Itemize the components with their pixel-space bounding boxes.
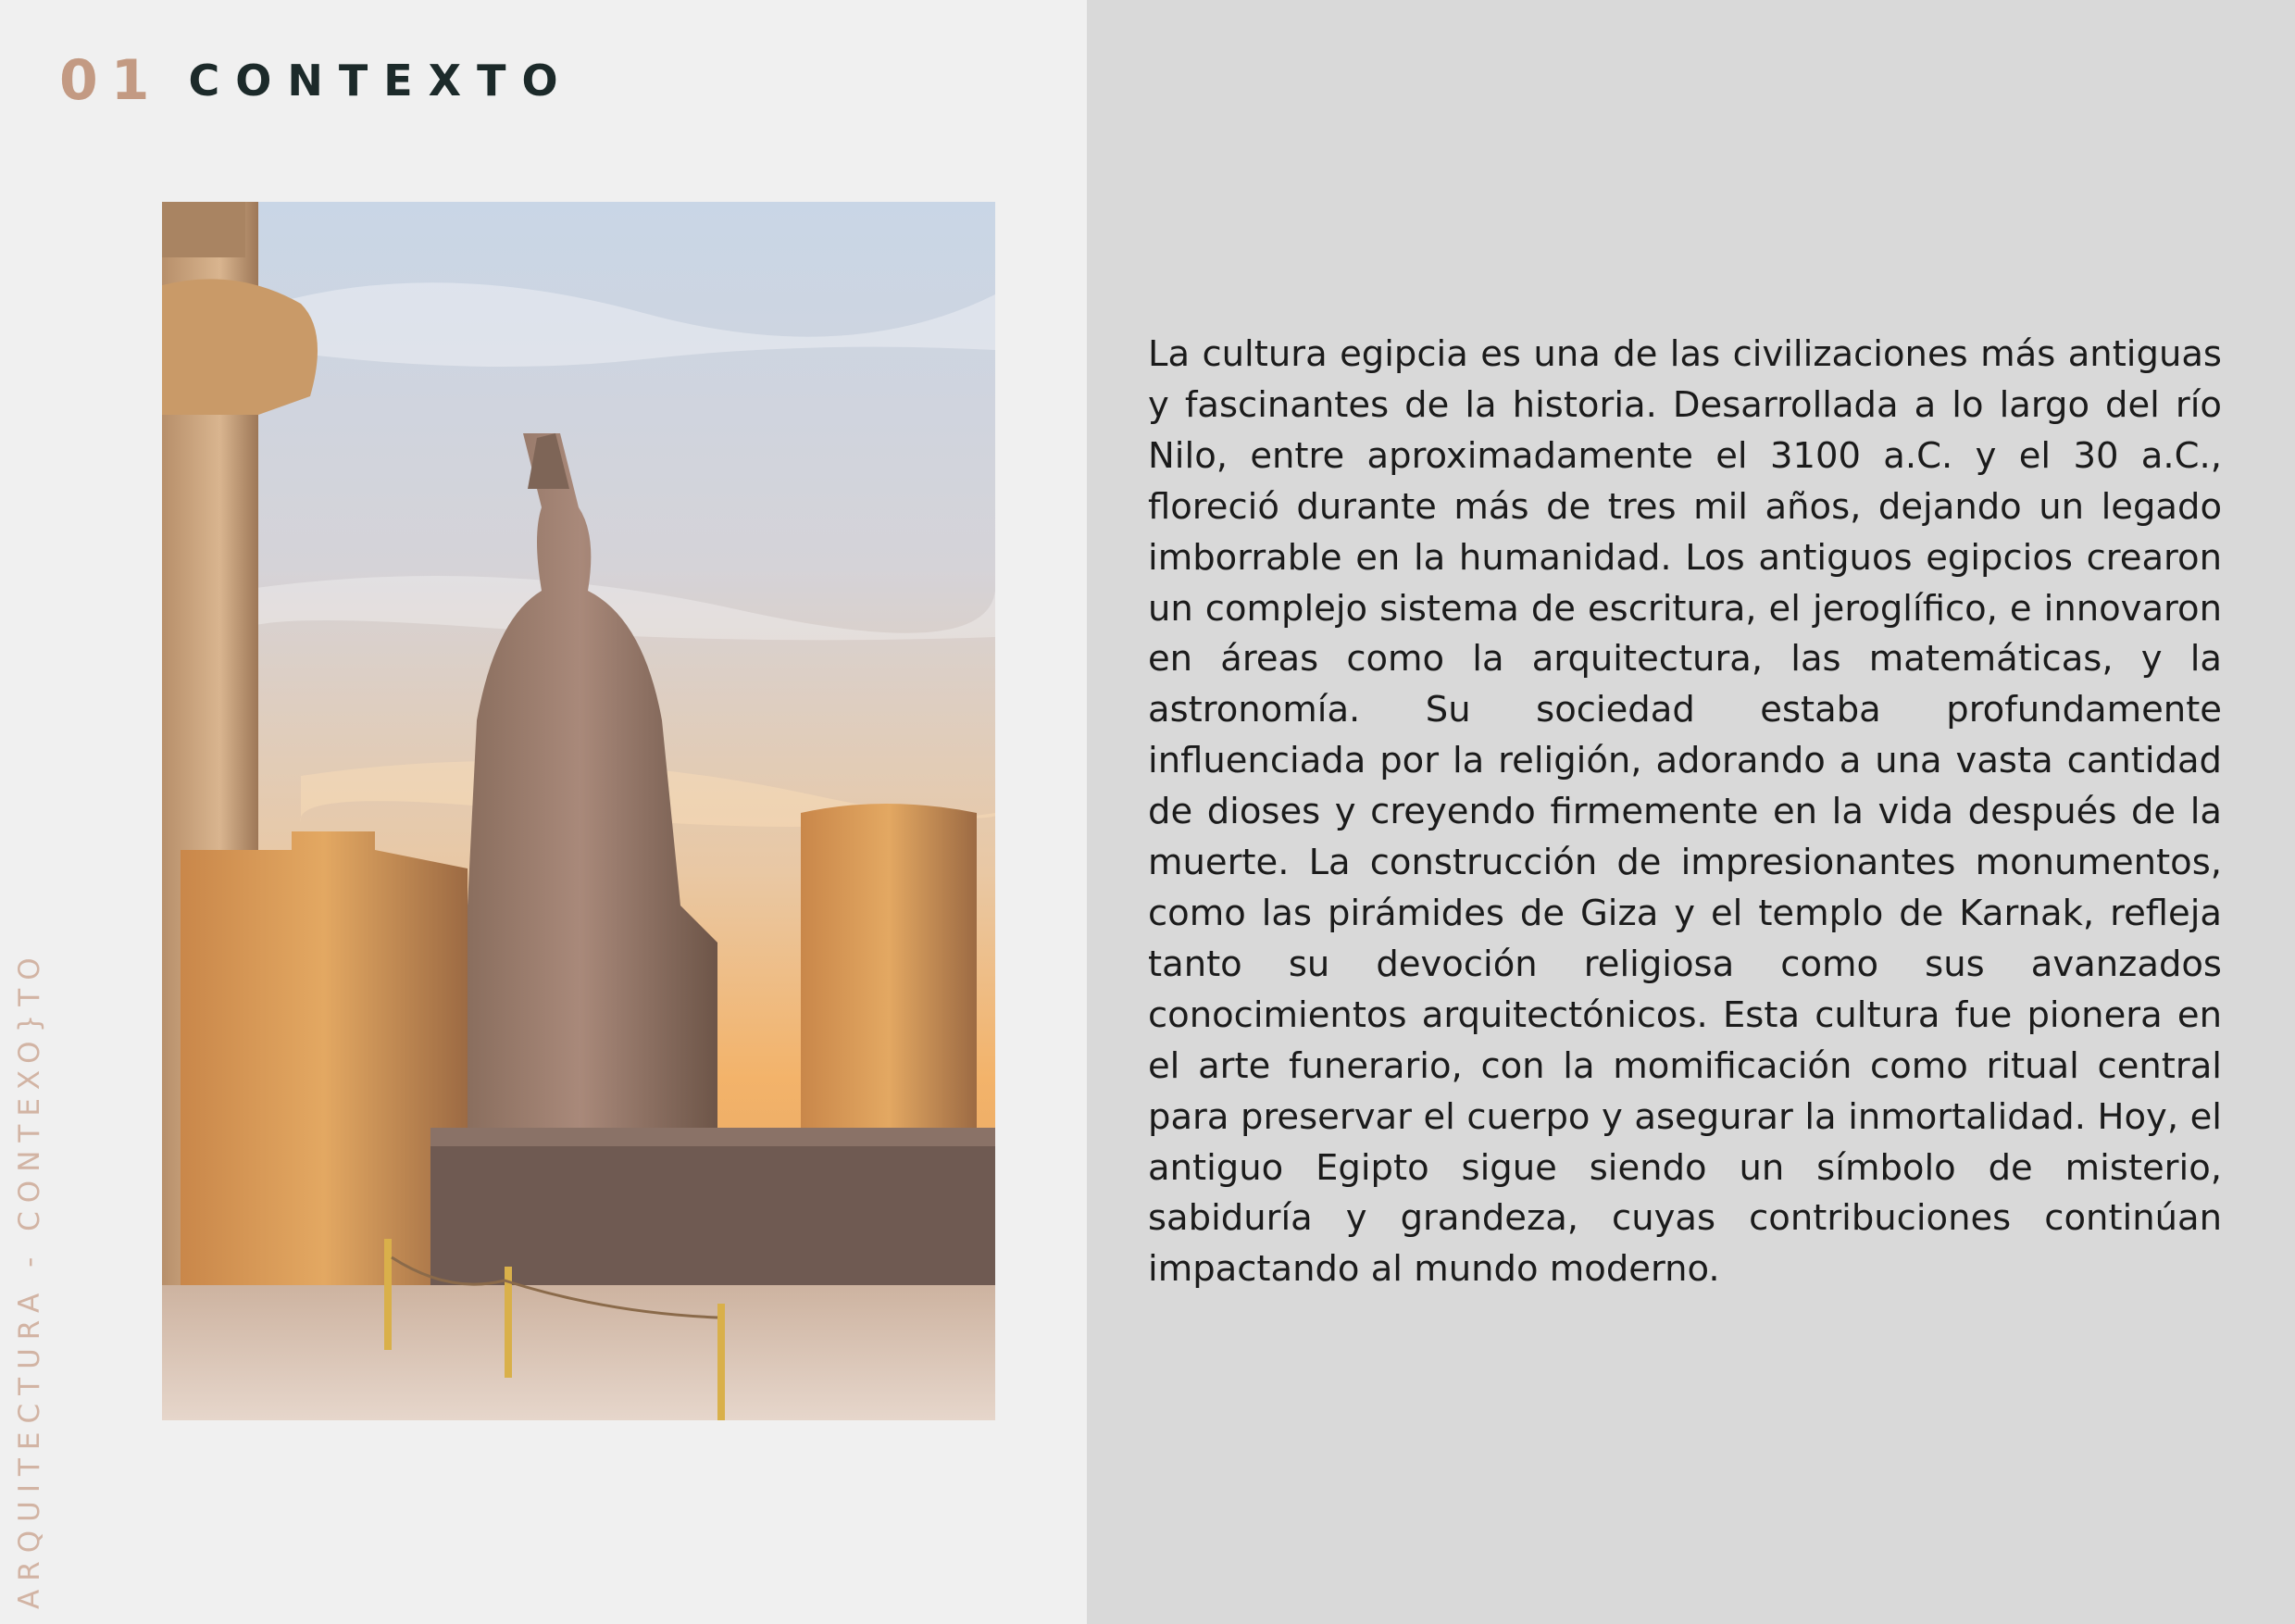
section-heading: CONTEXTO [188,56,574,106]
temple-statue-photo [162,202,995,1420]
context-paragraph: La cultura egipcia es una de las civilizaciones más antiguas y fascinantes de la historia. Desarrollada a lo largo del río Nilo, entre aproximadamente el 3100 a.C. y el 30 a.C., floreció durante más de tres mil años, dejando un legado imborrable en la humanidad. Los antiguos egipcios crearon un complejo sistema de escritura, el jeroglífico, e innovaron en áreas como la arquitectura, las matemáticas, y la astronomía. Su sociedad estaba profundamente influenciada por la religión, adorando a una vasta cantidad de dioses y creyendo firmemente en la vida después de la muerte. La construcción de impresionantes monumentos, como las pirámides de Giza y el templo de Karnak, refleja tanto su devoción religiosa como sus avanzados conocimientos arquitectónicos. Esta cultura fue pionera en el arte funerario, con la momificación como ritual central para preservar el cuerpo y asegurar la inmortalidad. Hoy, el antiguo Egipto sigue siendo un símbolo de misterio, sabiduría y grandeza, cuyas contribuciones continúan impactando al mundo moderno. [1148,333,2222,1291]
section-title [59,48,574,113]
section-number: 01 [59,48,163,113]
side-label: ARQUITECTURA - CONTEXO}TO [13,949,46,1609]
